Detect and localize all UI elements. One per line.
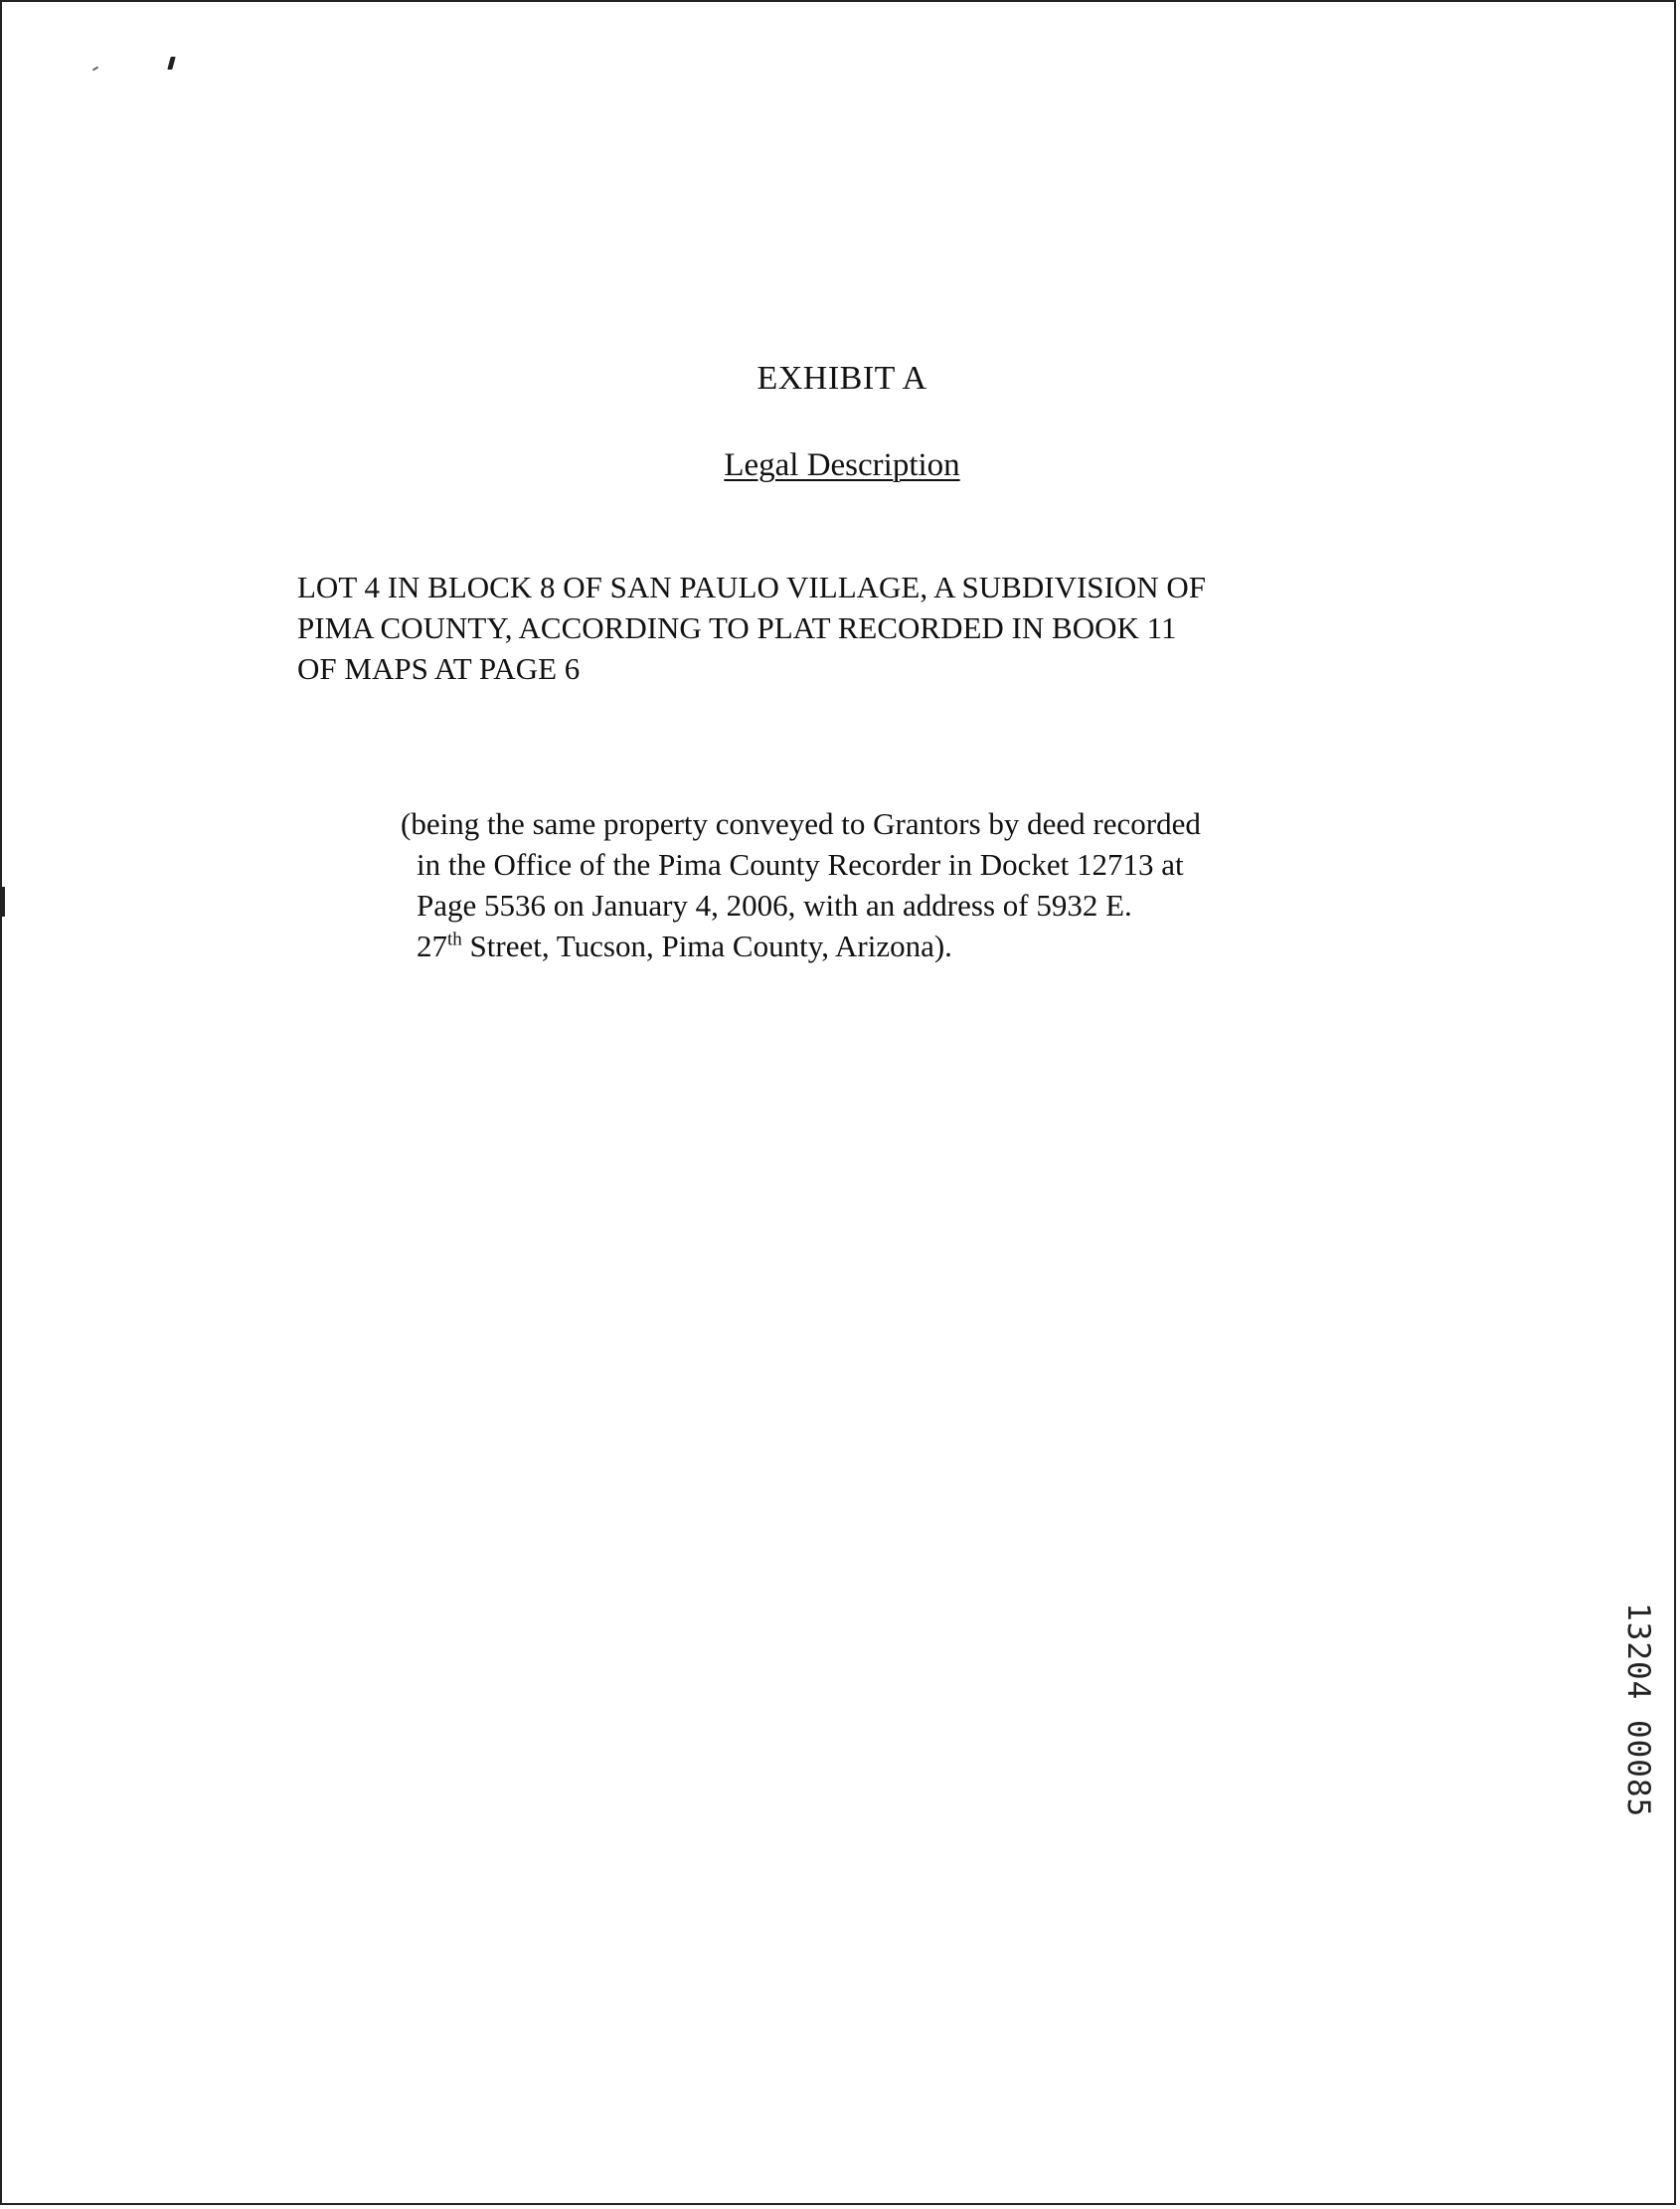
street-number: 27 — [417, 929, 447, 963]
street-address-rest: Street, Tucson, Pima County, Arizona). — [461, 929, 952, 963]
note-line-last — [401, 926, 1315, 966]
scan-artifact-mark — [167, 57, 175, 70]
legal-description-heading — [2, 444, 1680, 486]
exhibit-title: EXHIBIT A — [756, 360, 927, 397]
recording-number-text: 13204 00085 — [1620, 1603, 1656, 1818]
scan-artifact-mark — [92, 67, 98, 72]
note-line: Page 5536 on January 4, 2006, with an address of 5932 E. — [417, 888, 1132, 923]
lot-description — [297, 567, 1291, 689]
property-note — [401, 803, 1315, 966]
legal-description-text: Legal Description — [724, 447, 960, 483]
lot-line: OF MAPS AT PAGE 6 — [297, 651, 581, 686]
lot-line: PIMA COUNTY, ACCORDING TO PLAT RECORDED IN BOOK 11 — [297, 610, 1177, 645]
note-line: (being the same property conveyed to Grantors by deed recorded — [401, 806, 1201, 841]
recording-number — [1612, 1603, 1656, 1881]
ordinal-suffix: th — [447, 929, 462, 950]
scan-edge-tick — [2, 887, 5, 917]
note-line: in the Office of the Pima County Recorder in Docket 12713 at — [417, 847, 1184, 882]
lot-line: LOT 4 IN BLOCK 8 OF SAN PAULO VILLAGE, A SUBDIVISION OF — [297, 570, 1207, 604]
